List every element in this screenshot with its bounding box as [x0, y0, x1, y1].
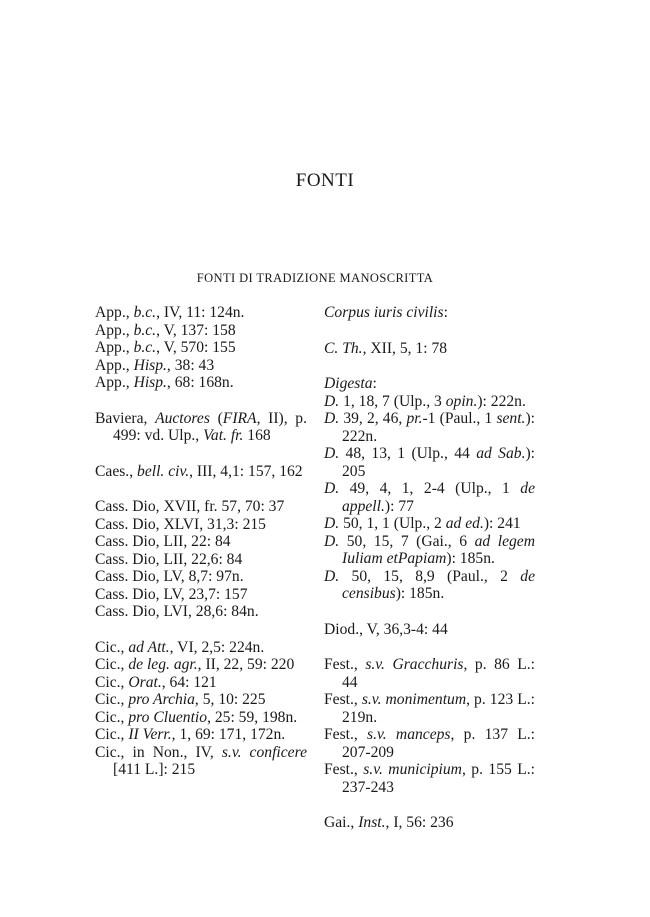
index-group — [95, 410, 307, 445]
index-entry: Cic., pro Archia, 5, 10: 225 — [95, 691, 266, 708]
index-entry: Corpus iuris civilis: — [324, 304, 448, 321]
index-entry: Fest., s.v. Gracchuris, p. 86 L.: 44 — [324, 656, 535, 691]
index-entry: C. Th., XII, 5, 1: 78 — [324, 339, 448, 357]
index-column-left — [95, 304, 307, 797]
index-group — [324, 814, 535, 832]
index-entry: Fest., s.v. manceps, p. 137 L.: 207-209 — [324, 726, 535, 761]
index-entry: D. 50, 15, 8,9 (Paul., 2 de censibus): 185n. — [324, 567, 535, 602]
section-subtitle: FONTI DI TRADIZIONE MANOSCRITTA — [196, 271, 434, 285]
index-entry: Cic., ad Att., VI, 2,5: 224n. — [95, 638, 265, 656]
index-entry: Cic., Orat., 64: 121 — [95, 673, 217, 691]
index-entry: Cass. Dio, LV, 23,7: 157 — [95, 585, 248, 603]
index-column-right — [324, 304, 535, 850]
index-entry: Baviera, Auctores (FIRA, II), p. 499: vd. Ulp., Vat. fr. 168 — [95, 409, 307, 444]
index-entry: D. 1, 18, 7 (Ulp., 3 opin.): 222n. — [324, 392, 526, 410]
index-group — [324, 656, 535, 796]
index-entry: D. 39, 2, 46, pr.-1 (Paul., 1 sent.): 222n. — [324, 410, 535, 445]
index-group — [95, 639, 307, 779]
index-group — [324, 621, 535, 639]
index-entry: App., b.c., V, 137: 158 — [95, 321, 236, 339]
index-group — [324, 340, 535, 358]
index-entry: Fest., s.v. municipium, p. 155 L.: 237-243 — [324, 761, 535, 796]
index-entry: D. 49, 4, 1, 2-4 (Ulp., 1 de appell.): 77 — [324, 480, 535, 515]
index-group — [324, 304, 535, 322]
index-entry: App., b.c., IV, 11: 124n. — [95, 304, 245, 321]
index-entry: Cass. Dio, LII, 22,6: 84 — [95, 550, 243, 568]
index-entry: D. 50, 15, 7 (Gai., 6 ad legem Iuliam etPapiam): 185n. — [324, 532, 535, 567]
index-entry: Cic., de leg. agr., II, 22, 59: 220 — [95, 656, 295, 673]
index-entry: Cass. Dio, LVI, 28,6: 84n. — [95, 603, 259, 620]
index-entry: Cass. Dio, LV, 8,7: 97n. — [95, 568, 244, 585]
index-entry: Cass. Dio, XVII, fr. 57, 70: 37 — [95, 498, 285, 515]
index-entry: Cic., in Non., IV, s.v. conficere [411 L.]: 215 — [95, 743, 307, 778]
index-entry: App., Hisp., 68: 168n. — [95, 374, 234, 391]
index-entry: Caes., bell. civ., III, 4,1: 157, 162 — [95, 462, 303, 480]
index-group — [324, 375, 535, 603]
index-entry: App., b.c., V, 570: 155 — [95, 339, 236, 356]
index-entry: D. 48, 13, 1 (Ulp., 44 ad Sab.): 205 — [324, 445, 535, 480]
index-group — [95, 463, 307, 481]
index-group — [95, 498, 307, 621]
index-group — [95, 304, 307, 392]
index-entry: D. 50, 1, 1 (Ulp., 2 ad ed.): 241 — [324, 515, 521, 532]
index-entry: Fest., s.v. monimentum, p. 123 L.: 219n. — [324, 691, 535, 726]
index-entry: Cic., pro Cluentio, 25: 59, 198n. — [95, 708, 298, 726]
index-entry: Digesta: — [324, 375, 377, 392]
index-entry: Cass. Dio, LII, 22: 84 — [95, 533, 231, 550]
index-entry: Gai., Inst., I, 56: 236 — [324, 814, 454, 831]
index-entry: App., Hisp., 38: 43 — [95, 356, 215, 374]
page-title: FONTI — [295, 170, 355, 191]
index-entry: Diod., V, 36,3-4: 44 — [324, 620, 448, 638]
index-entry: Cic., II Verr., 1, 69: 171, 172n. — [95, 726, 286, 743]
index-entry: Cass. Dio, XLVI, 31,3: 215 — [95, 515, 266, 533]
